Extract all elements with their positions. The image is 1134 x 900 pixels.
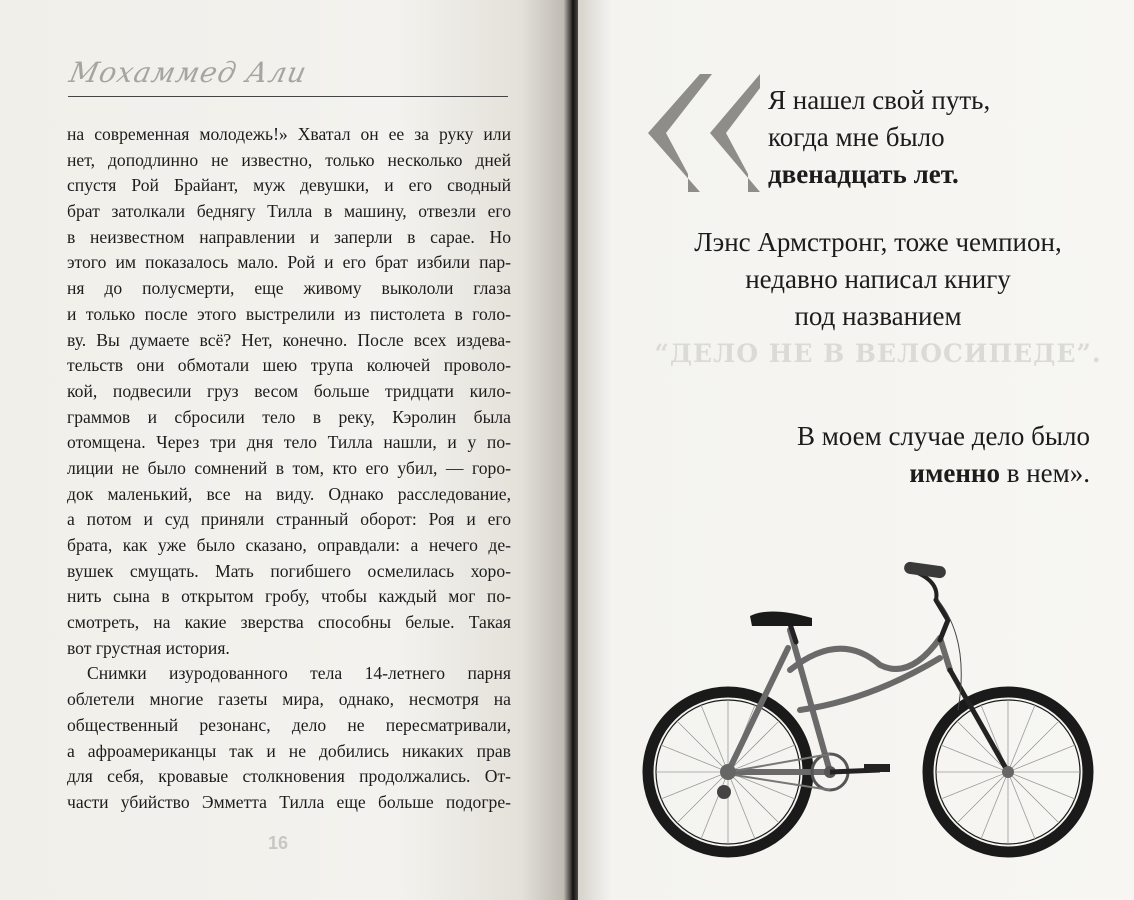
running-head-author: Мохаммед Али xyxy=(66,56,311,89)
text-line: док маленький, все на виду. Однако расследование, xyxy=(67,483,511,504)
quote-bottom-line-2-rest: в нем». xyxy=(999,458,1090,488)
text-line: а афроамериканцы так и не добились никаких прав xyxy=(67,740,511,761)
text-line: нет, доподлинно не известно, только несколько дней xyxy=(67,149,511,170)
quote-bottom-line-1: В моем случае дело было xyxy=(796,421,1090,451)
text-line: вот грустная история. xyxy=(67,637,230,658)
text-line: вушек смущать. Мать погибшего осмелилась хоро- xyxy=(67,560,511,581)
running-head-rule xyxy=(68,96,508,97)
text-line: брата, как уже было сказано, оправдали: а нечего де- xyxy=(67,535,511,555)
quote-middle xyxy=(618,224,1134,372)
quote-top-line-2: когда мне было xyxy=(768,122,945,152)
double-chevron-quote-icon xyxy=(648,74,760,192)
text-line: в неизвестном направлении и заперли в сарае. Но xyxy=(67,226,511,247)
quote-middle-line-2: недавно написал книгу xyxy=(745,264,1011,294)
page-number: 16 xyxy=(268,833,289,853)
quote-bottom-emphasis: именно xyxy=(909,458,1000,488)
text-line: отомщена. Через три дня тело Тилла нашли, и у по- xyxy=(67,432,511,453)
text-line: Снимки изуродованного тела 14-летнего парня xyxy=(87,663,511,684)
body-text xyxy=(67,122,511,816)
text-line: ву. Вы думаете всё? Нет, конечно. После всех издева- xyxy=(67,329,511,350)
text-line: кой, подвесили груз весом больше тридцати кило- xyxy=(67,380,511,401)
quote-top-line-1: Я нашел свой путь, xyxy=(768,85,991,115)
text-line: смотреть, на какие зверства способны белые. Такая xyxy=(67,612,511,633)
quote-bottom xyxy=(797,418,1090,492)
text-line: нить сына в открытом гробу, чтобы каждый мог по- xyxy=(67,586,511,607)
text-line: брат затолкали беднягу Тилла в машину, отвезли его xyxy=(67,201,511,222)
text-line: граммов и сбросили тело в реку, Кэролин была xyxy=(67,406,511,427)
text-line: на современная молодежь!» Хватал он ее за руку или xyxy=(67,124,511,144)
text-line: общественный резонанс, дело не пересматривали, xyxy=(67,714,511,735)
quote-top-line-3: двенадцать лет. xyxy=(768,159,959,189)
book-title: “ДЕЛО НЕ В ВЕЛОСИПЕДЕ”. xyxy=(654,339,1102,368)
quote-middle-line-1: Лэнс Армстронг, тоже чемпион, xyxy=(694,227,1062,257)
text-line: части убийство Эмметта Тилла еще больше подогре- xyxy=(67,791,511,812)
text-line: облетели многие газеты мира, однако, несмотря на xyxy=(67,689,511,710)
quote-bottom-line-2 xyxy=(797,455,1090,492)
bicycle-illustration xyxy=(640,560,1096,860)
text-line: спустя Рой Брайант, муж девушки, и его сводный xyxy=(67,175,511,196)
left-page xyxy=(0,0,566,900)
text-line: этого им показалось мало. Рой и его брат избили пар- xyxy=(67,252,511,273)
text-line: для себя, кровавые столкновения продолжались. От- xyxy=(67,766,511,787)
quote-middle-line-3: под названием xyxy=(794,301,962,331)
text-line: лиции не было сомнений в том, кто его убил, — горо- xyxy=(67,457,511,478)
text-line: тельств они обмотали шею трупа колючей проволо- xyxy=(67,355,511,376)
quote-top xyxy=(768,82,990,193)
running-head xyxy=(68,52,508,100)
text-line: и только после этого выстрелили из пистолета в голо- xyxy=(67,303,511,324)
text-line: ня до полусмерти, еще живому выкололи глаза xyxy=(67,278,511,299)
text-line: а потом и суд приняли странный оборот: Роя и его xyxy=(67,509,511,530)
